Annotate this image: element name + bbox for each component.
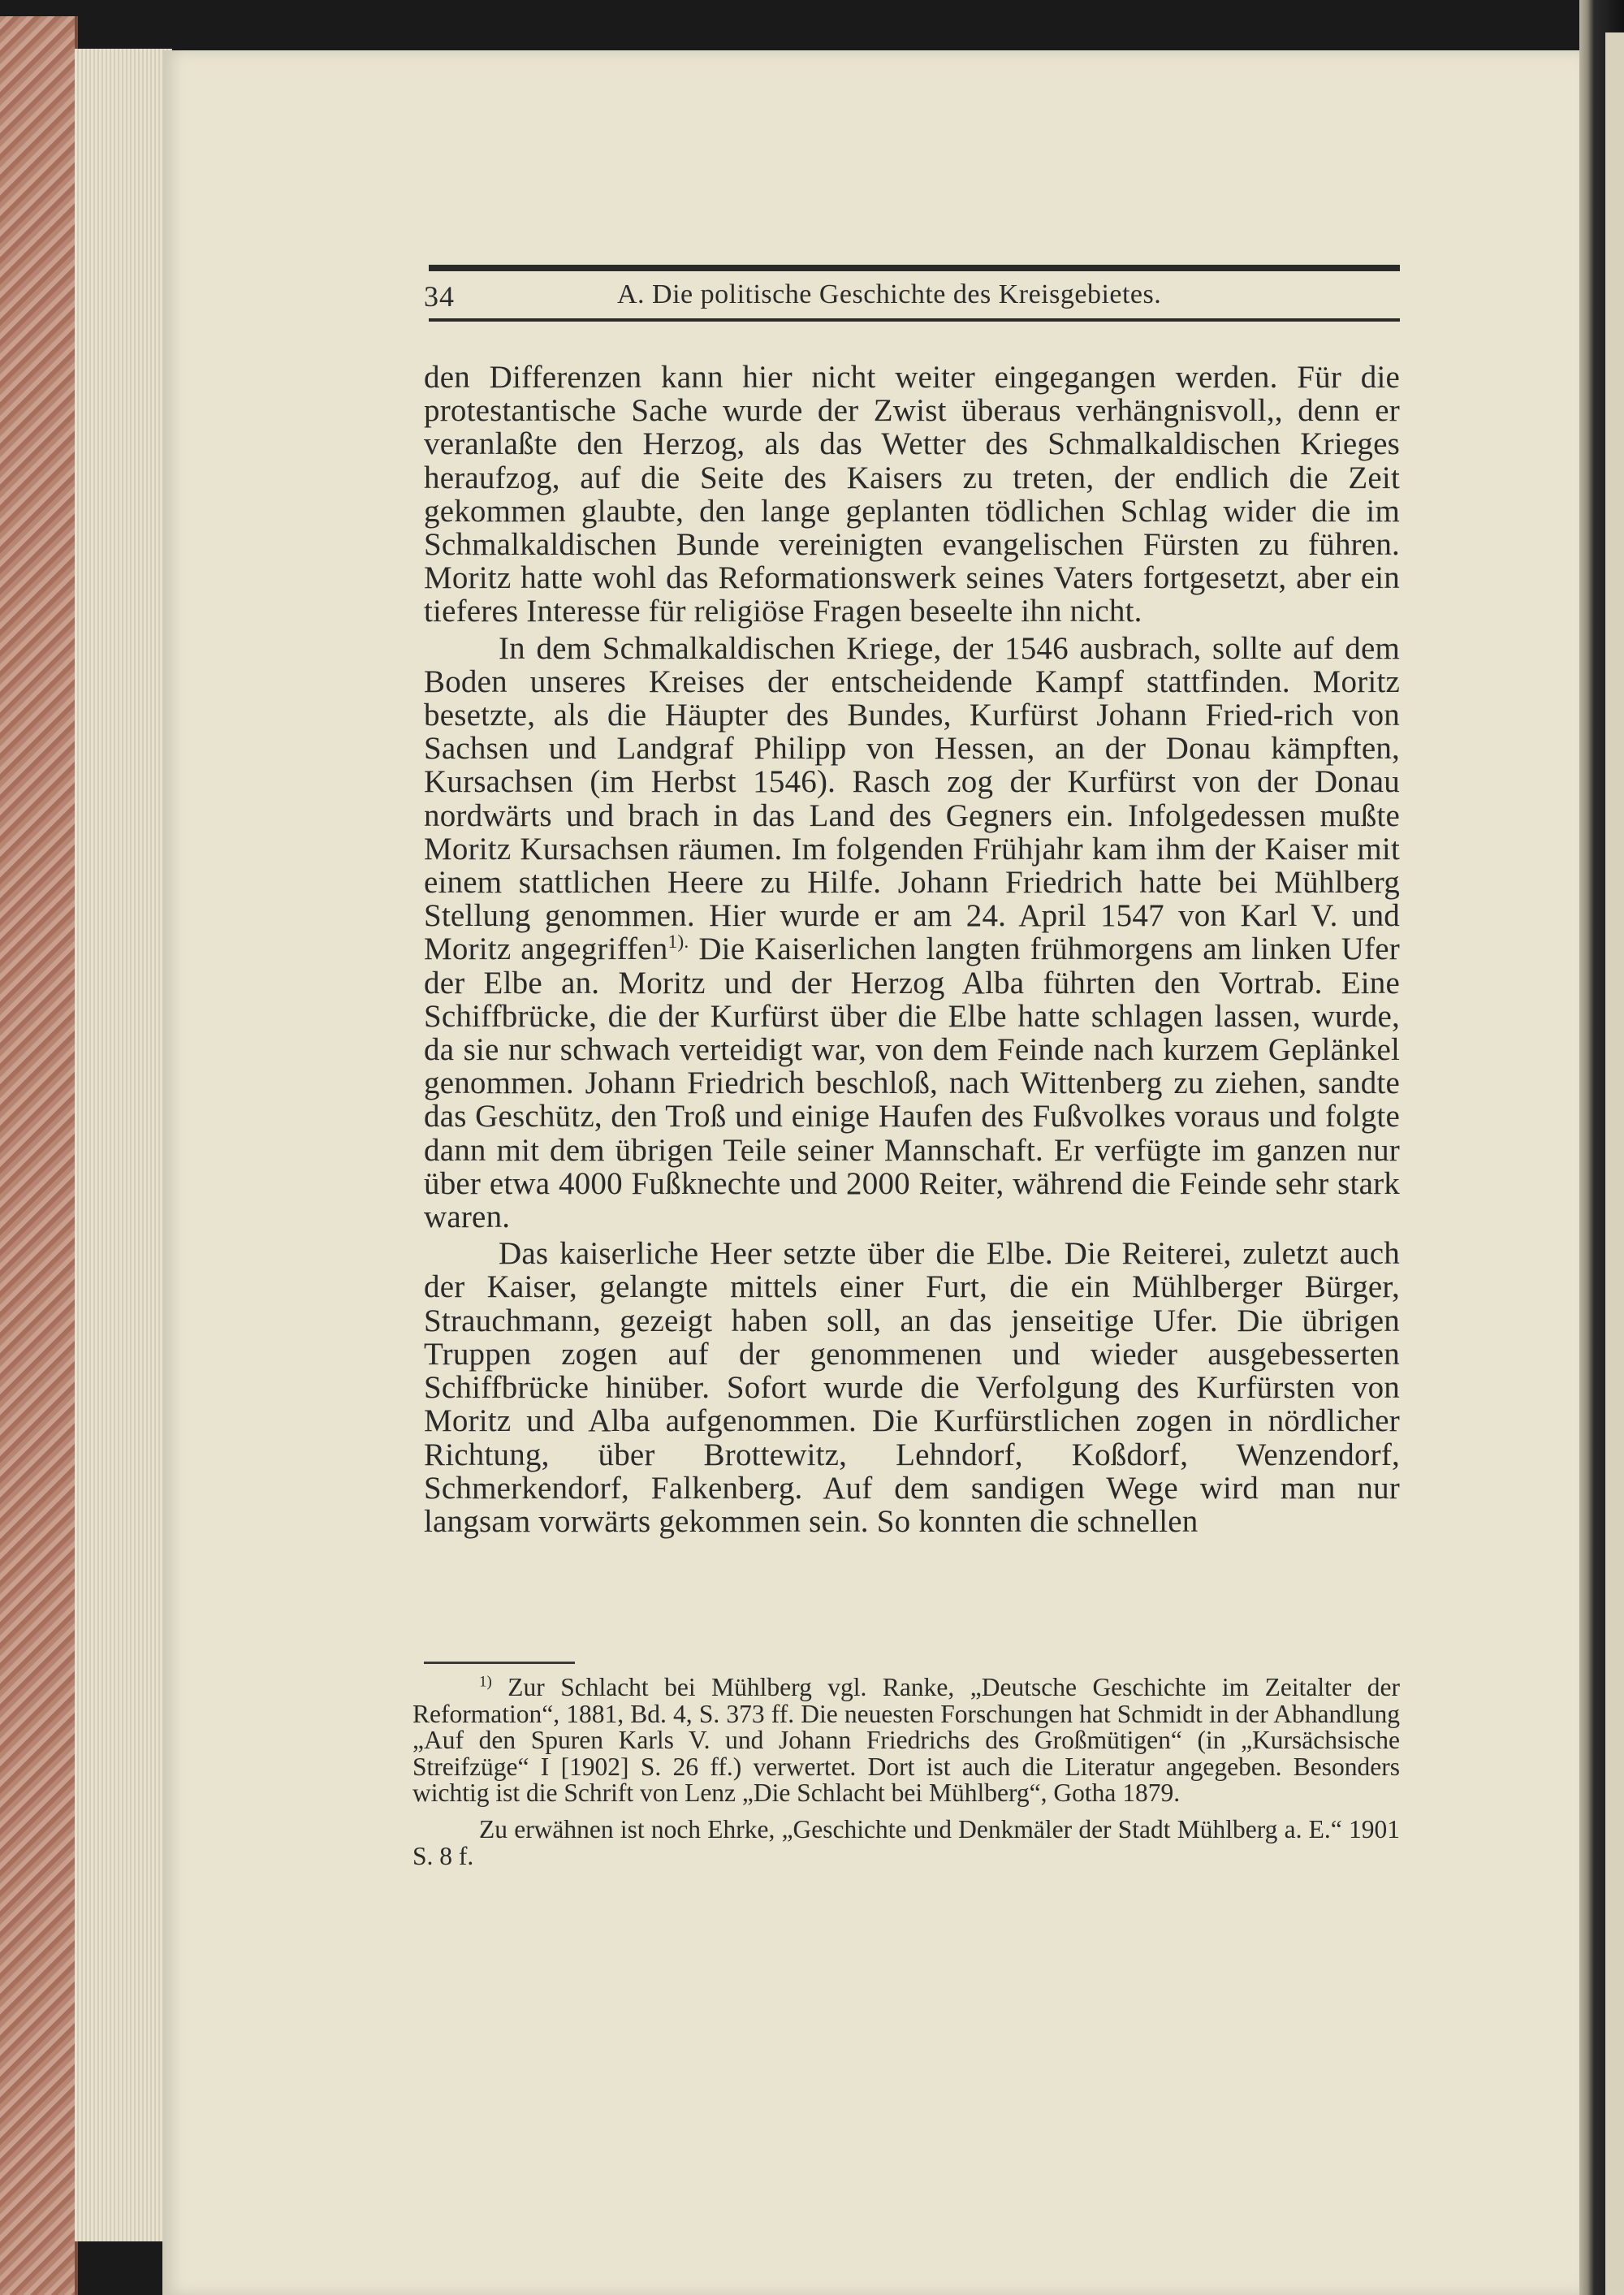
paragraph-2 <box>424 632 1400 1234</box>
paragraph-3: Das kaiserliche Heer setzte über die Elbe. Die Reiterei, zuletzt auch der Kaiser, gelangte mittels einer Furt, die ein Mühlberger Bürger, Strauchmann, gezeigt haben soll, an das jenseitige Ufer. Die übrigen Truppen zogen auf der genommenen und wieder ausgebesserten Schiffbrücke hinüber. Sofort wurde die Verfolgung des Kurfürsten von Moritz und Alba aufgenommen. Die Kurfürstlichen zogen in nördlicher Richtung, über Brottewitz, Lehndorf, Koßdorf, Wenzendorf, Schmerkendorf, Falkenberg. Auf dem sandigen Wege wird man nur langsam vorwärts gekommen sein. So konnten die schnellen <box>424 1236 1400 1539</box>
footnote-1 <box>412 1675 1400 1807</box>
book-cover-edge <box>0 16 78 2295</box>
footnote-2: Zu erwähnen ist noch Ehrke, „Geschichte und Denkmäler der Stadt Mühlberg a. E.“ 1901 S. 8 f. <box>412 1814 1400 1870</box>
header-rule-top <box>429 265 1400 271</box>
body-text <box>424 361 1400 1538</box>
paragraph-1: den Differenzen kann hier nicht weiter eingegangen werden. Für die protestantische Sache wurde der Zwist überaus verhängnisvoll,, denn er veranlaßte den Herzog, als das Wetter des Schmalkaldischen Krieges heraufzog, auf die Seite des Kaisers zu treten, der endlich die Zeit gekommen glaubte, den lange geplanten tödlichen Schlag wider die im Schmalkaldischen Bunde vereinigten evangelischen Fürsten zu führen. Moritz hatte wohl das Reformationswerk seines Vaters fortgesetzt, aber ein tieferes Interesse für religiöse Fragen beseelte ihn nicht. <box>424 360 1400 629</box>
footnote-rule <box>424 1662 575 1664</box>
paragraph-2-text: In dem Schmalkaldischen Kriege, der 1546 ausbrach, sollte auf dem Boden unseres Kreises der entscheidende Kampf stattfinden. Moritz besetzte, als die Häupter des Bundes, Kurfürst Johann Fried-rich von Sachsen und Landgraf Philipp von Hessen, an der Donau kämpften, Kursachsen (im Herbst 1546). Rasch zog der Kurfürst von der Donau nordwärts und brach in das Land des Gegners ein. Infolgedessen mußte Moritz Kursachsen räumen. Im folgenden Frühjahr kam ihm der Kaiser mit einem stattlichen Heere zu Hilfe. Johann Friedrich hatte bei Mühlberg Stellung genommen. Hier wurde er am 24. April 1547 von Karl V. und Moritz angegriffen <box>424 630 1400 967</box>
footnote-1-marker: 1) <box>479 1673 492 1691</box>
paragraph-2-cont: Die Kaiserlichen langten frühmorgens am linken Ufer der Elbe an. Moritz und der Herzog Alba führten den Vortrab. Eine Schiffbrücke, die der Kurfürst über die Elbe hatte schlagen lassen, wurde, da sie nur schwach verteidigt war, von dem Feinde nach kurzem Geplänkel genommen. Johann Friedrich beschloß, nach Wittenberg zu ziehen, sandte das Geschütz, den Troß und einige Haufen des Fußvolkes voraus und folgte dann mit dem übrigen Teile seiner Mannschaft. Er verfügte im ganzen nur über etwa 4000 Fußknechte und 2000 Reiter, während die Feinde sehr stark waren. <box>424 931 1400 1235</box>
page-number: 34 <box>424 280 455 313</box>
footnote-ref: 1). <box>667 931 689 953</box>
page-stack-edge <box>75 49 172 2241</box>
header-rule-bottom <box>429 318 1400 322</box>
footnotes <box>412 1675 1400 1869</box>
running-head: A. Die politische Geschichte des Kreisgebietes. <box>617 279 1162 309</box>
footnote-1-text: Zur Schlacht bei Mühlberg vgl. Ranke, „Deutsche Geschichte im Zeitalter der Reformation“, 1881, Bd. 4, S. 373 ff. Die neuesten Forschungen hat Schmidt in der Abhandlung „Auf den Spuren Karls V. und Johann Friedrichs des Großmütigen“ (in „Kursächsische Streifzüge“ I [1902] S. 26 ff.) verwertet. Dort ist auch die Literatur angegeben. Besonders wichtig ist die Schrift von Lenz „Die Schlacht bei Mühlberg“, Gotha 1879. <box>412 1673 1401 1808</box>
book-right-edge <box>1579 0 1624 2295</box>
